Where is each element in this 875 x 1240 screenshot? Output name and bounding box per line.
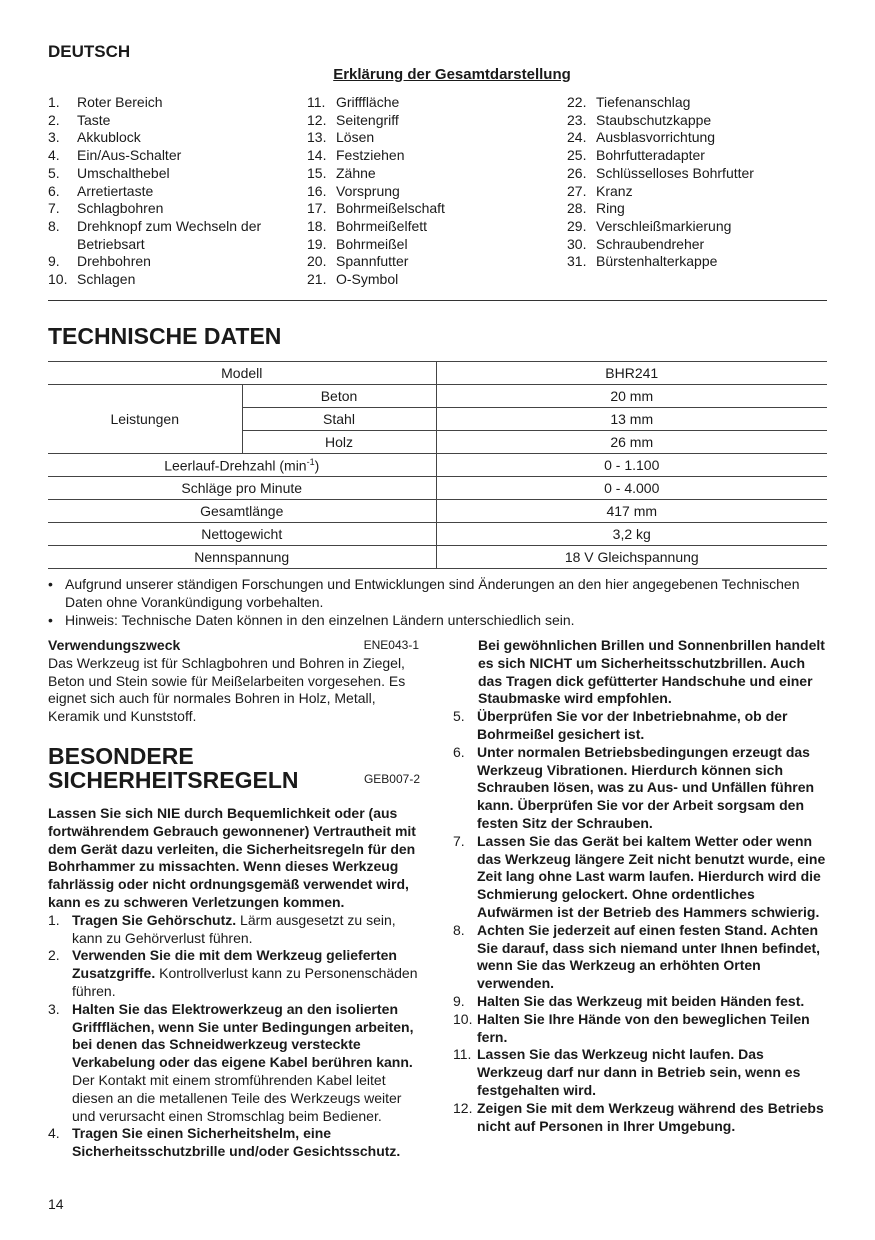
spec-label: Modell (48, 362, 436, 385)
rule-4-continuation: Bei gewöhnlichen Brillen und Sonnenbrillen handelt es sich NICHT um Sicherheitsschutzbrillen. Auch das Tragen dick gefütterter Handschuhe und einer Staubmaske wird empfohlen. (478, 637, 825, 707)
legend-item-label: Tiefenanschlag (596, 94, 691, 110)
spec-value: 26 mm (436, 431, 827, 454)
left-column (48, 637, 420, 1161)
legend-item-label: Festziehen (336, 147, 405, 164)
legend-item (567, 112, 817, 130)
spec-label-close: ) (314, 457, 320, 474)
safety-rule (453, 1011, 828, 1047)
legend-item-label: Bürstenhalterkappe (596, 253, 718, 270)
safety-rule-bold: Halten Sie das Elektrowerkzeug an den isolierten Griffflächen, wenn Sie unter Bedingungen arbeiten, bei denen das Schneidwerkzeug versteckte Verkabelung oder das eigene Kabel berühren kann. (72, 1000, 414, 1071)
spec-note (48, 575, 833, 611)
intended-use-header (48, 637, 420, 655)
legend-item (48, 218, 298, 253)
safety-rule-number: 2. (48, 947, 60, 964)
legend-item-label: Spannfutter (336, 253, 409, 270)
legend-item-number: 2. (48, 111, 60, 128)
safety-rule-text: Lassen Sie das Gerät bei kaltem Wetter oder wenn das Werkzeug längere Zeit nicht benutzt wurde, eine Zeit lang ohne Last warm laufen. Hierdurch wird die Schmierung gelockert. Ohne ordentliches Aufwärmen ist der Betrieb des Hammers schwierig. (477, 832, 826, 920)
legend-item-number: 4. (48, 147, 60, 164)
legend-item-label: Ring (596, 200, 625, 217)
safety-rule-number: 9. (453, 992, 465, 1009)
legend-item-number: 11. (307, 94, 326, 110)
spec-note-text: Hinweis: Technische Daten können in den einzelnen Ländern unterschiedlich sein. (65, 612, 575, 628)
legend-item (567, 129, 817, 147)
legend-item-number: 30. (567, 235, 587, 252)
spec-label: Leistungen (48, 385, 242, 454)
safety-rule (453, 922, 828, 993)
legend-title: Erklärung der Gesamtdarstellung (333, 66, 571, 83)
legend-item (307, 112, 557, 130)
legend-item-label: Bohrmeißelfett (336, 217, 428, 234)
legend-item (307, 147, 557, 165)
safety-rule-number: 4. (48, 1125, 60, 1142)
legend-item-label: Schlagbohren (77, 200, 164, 217)
spec-note-text: Aufgrund unserer ständigen Forschungen und Entwicklungen sind Änderungen an den hier angegebenen Technischen Daten ohne Vorankündigung vorbehalten. (65, 576, 800, 610)
legend-item-label: Umschalthebel (77, 164, 170, 181)
legend-item-number: 10. (48, 271, 68, 288)
legend-item (567, 94, 817, 112)
spec-label: Gesamtlänge (48, 500, 436, 523)
table-row (48, 500, 827, 523)
page-number: 14 (48, 1196, 64, 1212)
bullet-icon: • (48, 612, 53, 628)
legend-item (567, 200, 817, 218)
safety-rule-number: 3. (48, 1000, 60, 1017)
safety-rule (453, 993, 828, 1011)
spec-sublabel: Beton (242, 385, 436, 408)
spec-label (48, 454, 436, 477)
intended-use-title: Verwendungszweck (48, 637, 181, 653)
legend-item-label: Ausblasvorrichtung (596, 129, 716, 146)
language-heading: DEUTSCH (48, 42, 131, 61)
legend-item-number: 13. (307, 129, 327, 146)
spec-value: 417 mm (436, 500, 827, 523)
legend-item-number: 31. (567, 253, 587, 270)
legend-item (48, 253, 298, 271)
legend-item-number: 5. (48, 164, 60, 181)
legend-item (307, 253, 557, 271)
legend-item-number: 19. (307, 235, 327, 252)
safety-rule-normal: Lärm ausgesetzt zu sein, kann zu Gehörverlust führen. (72, 911, 396, 946)
safety-rule-number: 5. (453, 708, 465, 725)
safety-rule-number: 10. (453, 1010, 473, 1027)
legend-item-label: Schraubendreher (596, 235, 705, 252)
legend-item (307, 129, 557, 147)
legend-item (307, 165, 557, 183)
safety-rule-text (72, 1001, 420, 1126)
legend-item-label: Zähne (336, 164, 376, 181)
spec-label: Schläge pro Minute (48, 477, 436, 500)
legend-item-label: Seitengriff (336, 111, 399, 128)
safety-rules-right (453, 708, 828, 1135)
legend-item-number: 14. (307, 147, 327, 164)
safety-rule (453, 744, 828, 833)
table-row (48, 362, 827, 385)
table-row (48, 546, 827, 569)
legend-item-number: 23. (567, 111, 587, 128)
safety-rule-text (72, 912, 420, 948)
bullet-icon: • (48, 576, 53, 592)
legend-item-number: 8. (48, 217, 60, 234)
spec-value: 3,2 kg (436, 523, 827, 546)
legend-item (48, 112, 298, 130)
legend-item-label: Bohrfutteradapter (596, 147, 705, 164)
legend-item-number: 3. (48, 129, 60, 146)
spec-sublabel: Holz (242, 431, 436, 454)
legend-item-label: Staubschutzkappe (596, 111, 712, 128)
spec-sublabel: Stahl (242, 408, 436, 431)
safety-rule-number: 7. (453, 832, 465, 849)
legend-item-number: 21. (307, 271, 327, 288)
legend-item (307, 183, 557, 201)
safety-rules-left (48, 912, 420, 1161)
safety-rule-normal: Der Kontakt mit einem stromführenden Kabel leitet diesen an die metallenen Teile des Werkzeugs weiter und verursacht einen Stromschlag beim Bediener. (72, 1071, 402, 1124)
safety-rule-number: 12. (453, 1099, 473, 1116)
legend-item-number: 25. (567, 147, 587, 164)
right-column (453, 637, 828, 1135)
spec-value: BHR241 (436, 362, 827, 385)
spec-label: Nennspannung (48, 546, 436, 569)
legend-item-label: Kranz (596, 182, 633, 199)
legend-item-label: Ein/Aus-Schalter (77, 147, 182, 164)
safety-intro: Lassen Sie sich NIE durch Bequemlichkeit oder (aus fortwährendem Gebrauch gewonnener) Vertrautheit mit dem Gerät dazu verleiten, die Sicherheitsregeln für den Bohrhammer zu missachten. Wenn dieses Werkzeug fahrlässig oder nicht ordnungsgemäß verwendet wird, kann es zu schweren Verletzungen kommen. (48, 804, 416, 910)
legend-item-number: 1. (48, 94, 60, 110)
legend-item-number: 12. (307, 111, 327, 128)
legend-item-number: 15. (307, 164, 327, 181)
safety-rule-normal: Kontrollverlust kann zu Personenschäden führen. (72, 965, 418, 999)
safety-code: GEB007-2 (363, 772, 420, 787)
legend-item-number: 16. (307, 182, 327, 199)
divider (48, 300, 827, 301)
legend-item (567, 183, 817, 201)
table-row (48, 454, 827, 477)
legend-item-label: Akkublock (77, 129, 141, 146)
safety-rule (48, 912, 420, 948)
spec-value: 20 mm (436, 385, 827, 408)
legend-item (48, 200, 298, 218)
legend-item-label: Drehbohren (77, 253, 151, 270)
safety-rule-number: 6. (453, 743, 465, 760)
legend-item-label: Verschleißmarkierung (596, 217, 732, 234)
legend-item (567, 165, 817, 183)
safety-rule-text: Halten Sie Ihre Hände von den beweglichen Teilen fern. (477, 1010, 810, 1045)
legend-item-number: 18. (307, 217, 327, 234)
spec-label: Nettogewicht (48, 523, 436, 546)
safety-rule-text (72, 947, 420, 1000)
legend-item-number: 6. (48, 182, 60, 199)
legend-item-number: 17. (307, 200, 327, 217)
safety-rule (453, 833, 828, 922)
legend-item-label: Schlüsselloses Bohrfutter (596, 164, 754, 181)
safety-rule-text: Überprüfen Sie vor der Inbetriebnahme, ob der Bohrmeißel gesichert ist. (477, 708, 788, 742)
safety-rule (48, 947, 420, 1000)
safety-rule (453, 708, 828, 744)
spec-value: 18 V Gleichspannung (436, 546, 827, 569)
legend-item-number: 20. (307, 253, 327, 270)
specifications-table (48, 361, 827, 569)
safety-rule (453, 1046, 828, 1099)
legend-item (307, 236, 557, 254)
safety-rule-text: Lassen Sie das Werkzeug nicht laufen. Das Werkzeug darf nur dann in Betrieb sein, wenn es festgehalten wird. (477, 1046, 801, 1098)
legend-column-1 (48, 94, 298, 289)
legend-item-number: 22. (567, 94, 587, 110)
legend-item (48, 94, 298, 112)
legend-column-2 (307, 94, 557, 289)
legend-item (307, 218, 557, 236)
safety-rule-text: Achten Sie jederzeit auf einen festen Stand. Achten Sie darauf, dass sich niemand unter Ihnen befindet, wenn Sie das Werkzeug an erhöhten Orten verwenden. (477, 921, 821, 992)
safety-rule-bold: Tragen Sie Gehörschutz. (72, 911, 237, 928)
safety-rule (453, 1100, 828, 1136)
legend-item-label: O-Symbol (336, 271, 399, 288)
safety-rule (48, 1125, 420, 1161)
safety-rule-text: Halten Sie das Werkzeug mit beiden Händen fest. (477, 992, 805, 1009)
legend-item (48, 147, 298, 165)
legend-item-label: Grifffläche (336, 94, 400, 110)
legend-item (48, 129, 298, 147)
legend-item-number: 27. (567, 182, 587, 199)
legend-item (307, 94, 557, 112)
legend-column-3 (567, 94, 817, 271)
legend-item (48, 165, 298, 183)
safety-rule-bold: Verwenden Sie die mit dem Werkzeug gelieferten Zusatzgriffe. (72, 947, 397, 982)
safety-rule-bold: Tragen Sie einen Sicherheitshelm, eine Sicherheitsschutzbrille und/oder Gesichtsschutz. (72, 1125, 401, 1160)
legend-item-number: 28. (567, 200, 587, 217)
spec-note (48, 611, 833, 629)
legend-item-number: 26. (567, 164, 587, 181)
spec-value: 0 - 1.100 (436, 454, 827, 477)
legend-item-number: 24. (567, 129, 587, 146)
safety-rule-number: 8. (453, 921, 465, 938)
legend-item (567, 253, 817, 271)
safety-title-row (48, 768, 420, 792)
legend-item (307, 200, 557, 218)
legend-item-label: Bohrmeißelschaft (336, 200, 445, 217)
legend-item-label: Bohrmeißel (336, 235, 408, 252)
legend-item (48, 183, 298, 201)
legend-item (307, 271, 557, 289)
safety-rule-text: Zeigen Sie mit dem Werkzeug während des Betriebs nicht auf Personen in Ihrer Umgebung. (477, 1099, 824, 1134)
safety-title-line1: BESONDERE (48, 742, 194, 769)
table-row (48, 523, 827, 546)
legend-item-number: 29. (567, 217, 587, 234)
legend-item-number: 9. (48, 253, 60, 270)
spec-label-text: Leerlauf-Drehzahl (min (164, 457, 307, 474)
safety-rule-number: 1. (48, 911, 60, 928)
spec-label-sup: -1 (306, 456, 315, 467)
spec-value: 0 - 4.000 (436, 477, 827, 500)
safety-rule-number: 11. (453, 1046, 472, 1063)
safety-rule-text (72, 1125, 420, 1161)
legend-item (48, 271, 298, 289)
safety-rule-text: Unter normalen Betriebsbedingungen erzeugt das Werkzeug Vibrationen. Hierdurch können sich Schrauben lösen, was zu Aus- und Unfällen führen kann. Überprüfen Sie vor der Arbeit sorgsam den festen Sitz der Schrauben. (477, 743, 815, 831)
intended-use-text: Das Werkzeug ist für Schlagbohren und Bohren in Ziegel, Beton und Stein sowie für Meißelarbeiten vorgesehen. Es eignet sich auch für normales Bohren in Holz, Metall, Keramik und Kunststoff. (48, 654, 406, 725)
intended-use-code: ENE043-1 (363, 638, 419, 652)
legend-item (567, 236, 817, 254)
legend-item (567, 147, 817, 165)
section-title-technical-data: TECHNISCHE DATEN (48, 323, 282, 349)
spec-value: 13 mm (436, 408, 827, 431)
legend-item-label: Lösen (336, 129, 375, 146)
safety-rule (48, 1001, 420, 1126)
legend-item-label: Arretiertaste (77, 182, 154, 199)
table-row (48, 477, 827, 500)
legend-item (567, 218, 817, 236)
legend-item-number: 7. (48, 200, 60, 217)
safety-title-line2: SICHERHEITSREGELN (48, 766, 299, 793)
legend-item-label: Drehknopf zum Wechseln der Betriebsart (77, 217, 262, 252)
legend-item-label: Vorsprung (336, 182, 400, 199)
legend-item-label: Schlagen (77, 271, 136, 288)
legend-item-label: Taste (77, 111, 111, 128)
table-row (48, 385, 827, 408)
legend-item-label: Roter Bereich (77, 94, 163, 110)
